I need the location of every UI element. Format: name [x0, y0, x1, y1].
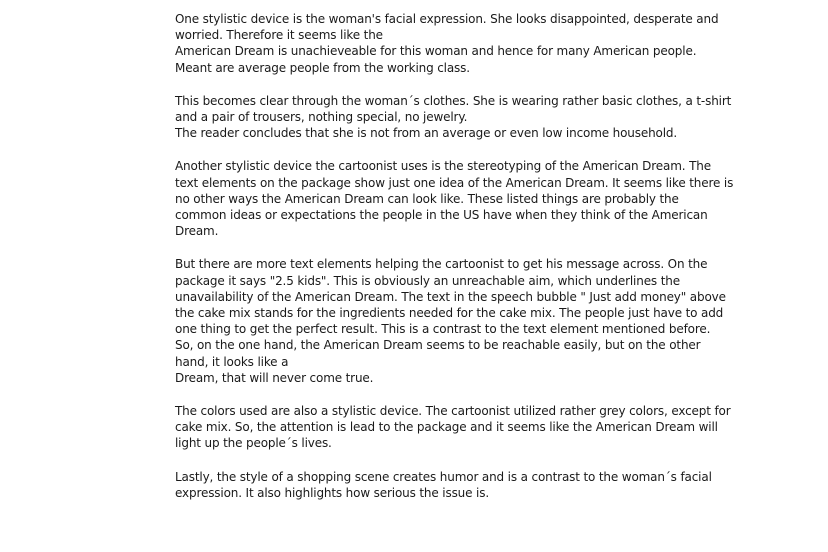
text-line: the cake mix stands for the ingredients needed for the cake mix. The people just have to add [175, 306, 724, 321]
text-line: common ideas or expectations the people in the US have when they think of the American [175, 208, 708, 223]
text-line: One stylistic device is the woman's facial expression. She looks disappointed, desperate and [175, 12, 719, 26]
text-line: Dream. [175, 224, 219, 239]
text-line: The colors used are also a stylistic device. The cartoonist utilized rather grey colors, except for [175, 404, 731, 419]
text-line: Lastly, the style of a shopping scene creates humor and is a contrast to the woman´s facial [175, 469, 712, 484]
text-line: expression. It also highlights how serious the issue is. [175, 485, 489, 500]
text-line: worried. Therefore it seems like the [175, 28, 383, 43]
text-line: The reader concludes that she is not from an average or even low income household. [175, 126, 678, 141]
document-page [175, 11, 734, 518]
text-line: unavailability of the American Dream. The text in the speech bubble " Just add money" above [175, 289, 726, 304]
paragraph-stereotyping [175, 158, 734, 239]
text-line: no other ways the American Dream can look like. These listed things are probably the [175, 191, 679, 206]
paragraph-clothes [175, 93, 732, 142]
text-line: package it says "2.5 kids". This is obviously an unreachable aim, which underlines the [175, 273, 680, 288]
paragraph-colors [175, 403, 731, 452]
text-line: hand, it looks like a [175, 354, 289, 369]
text-line: So, on the one hand, the American Dream seems to be reachable easily, but on the other [175, 338, 701, 353]
text-line: Dream, that will never come true. [175, 370, 374, 385]
text-line: cake mix. So, the attention is lead to the package and it seems like the American Dream will [175, 420, 718, 435]
paragraph-humor [175, 469, 715, 501]
text-line: Meant are average people from the working class. [175, 60, 470, 75]
text-line: This becomes clear through the woman´s clothes. She is wearing rather basic clothes, a t-shirt [175, 93, 732, 108]
text-line: one thing to get the perfect result. This is a contrast to the text element mentioned before. [175, 322, 711, 337]
text-line: But there are more text elements helping the cartoonist to get his message across. On the [175, 257, 708, 272]
text-line: text elements on the package show just one idea of the American Dream. It seems like there is [175, 175, 734, 190]
text-line: and a pair of trousers, nothing special, no jewelry. [175, 110, 468, 125]
text-line: American Dream is unachieveable for this woman and hence for many American people. [175, 44, 697, 59]
paragraph-text-elements [175, 256, 726, 386]
text-line: Another stylistic device the cartoonist uses is the stereotyping of the American Dream. The [175, 159, 711, 174]
paragraph-facial-expression [175, 11, 719, 76]
text-line: light up the people´s lives. [175, 436, 332, 451]
